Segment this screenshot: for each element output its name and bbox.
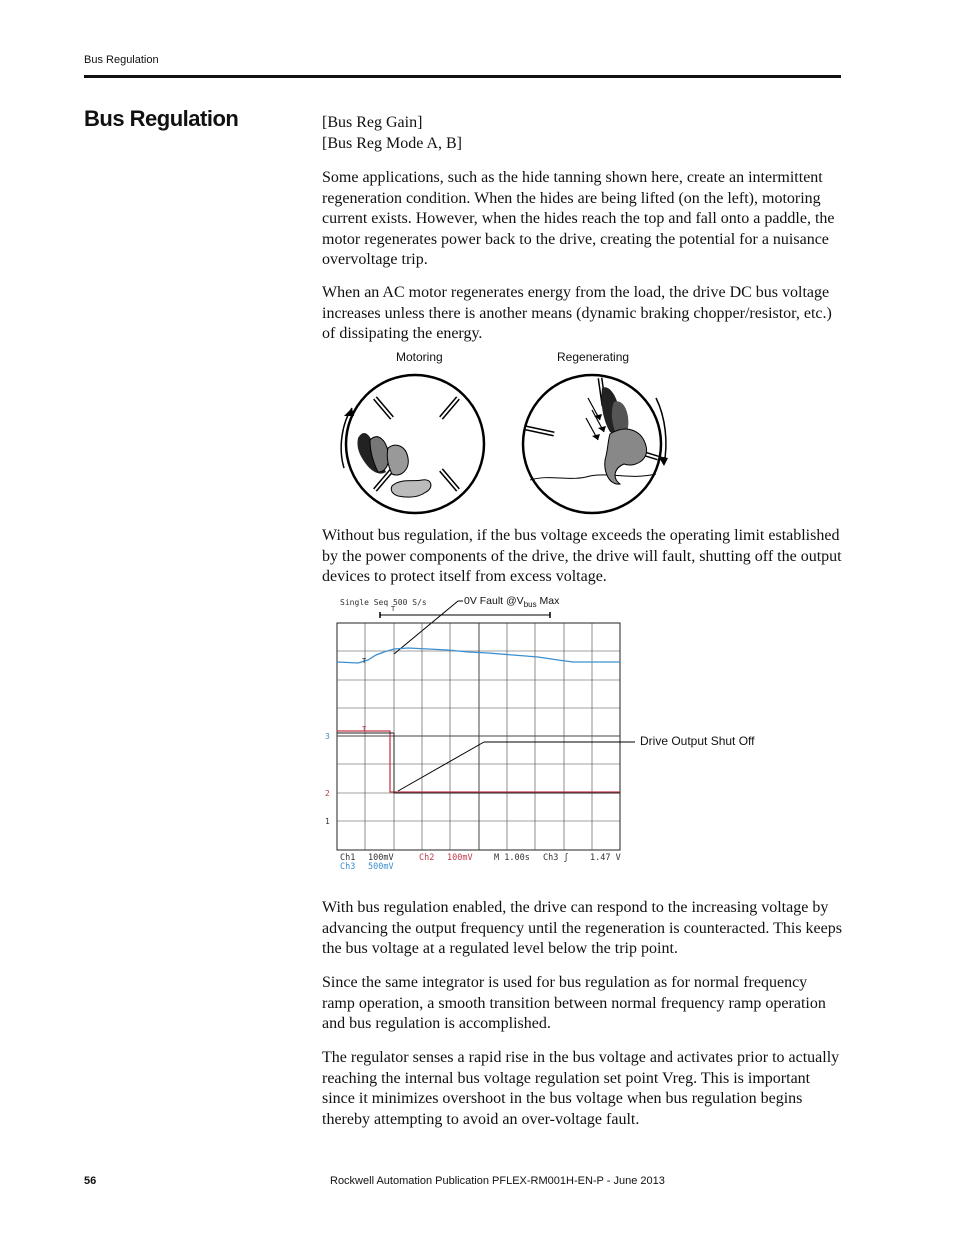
- paragraph-2: When an AC motor regenerates energy from the load, the drive DC bus voltage increases unless there is another means (dynamic braking chopper/resistor, etc.) of dissipating the energy.: [322, 284, 832, 342]
- ch3-label: Ch3: [340, 862, 356, 872]
- publication-info: Rockwell Automation Publication PFLEX-RM001H-EN-P - June 2013: [330, 1175, 665, 1187]
- trigger-channel: Ch3 ʃ: [543, 853, 569, 863]
- tanning-drum-figure: [330, 368, 690, 518]
- paragraph-5: Since the same integrator is used for bus regulation as for normal frequency ramp operation, a smooth transition between normal frequency ramp operation and bus regulation is accomplished.: [322, 974, 826, 1032]
- motoring-label: Motoring: [396, 350, 443, 364]
- svg-text:T: T: [362, 657, 367, 665]
- marker-3: 3: [325, 732, 330, 741]
- header-rule: [84, 75, 841, 78]
- fault-annotation: 0V Fault $@V_{bus}$ Max: [464, 595, 560, 609]
- param-bus-reg-gain: [Bus Reg Gain]: [322, 114, 423, 131]
- paragraph-4: With bus regulation enabled, the drive can respond to the increasing voltage by advancing the output frequency until the regeneration is counteracted. This keeps the bus voltage at a regulated level below the trip point.: [322, 899, 842, 957]
- marker-1: 1: [325, 817, 330, 826]
- scope-header: Single Seq 500 S/s: [340, 598, 427, 607]
- trigger-level: 1.47 V: [590, 853, 621, 863]
- shutoff-annotation: Drive Output Shut Off: [640, 734, 755, 748]
- motoring-drum: [341, 375, 484, 513]
- scope-graticule: [337, 623, 620, 850]
- ch2-scale: 100mV: [447, 853, 473, 863]
- ch2-label: Ch2: [419, 853, 435, 863]
- fault-pointer-line: [394, 601, 458, 654]
- ch3-scale: 500mV: [368, 862, 394, 872]
- shutoff-pointer: [398, 742, 484, 791]
- regenerating-label: Regenerating: [557, 350, 630, 364]
- oscilloscope-figure: [318, 592, 768, 877]
- trigger-marker: T: [391, 605, 396, 613]
- marker-2: 2: [325, 789, 330, 798]
- section-title: Bus Regulation: [84, 106, 239, 131]
- running-header: Bus Regulation: [84, 54, 159, 66]
- parameter-list: [322, 113, 842, 154]
- ch1-scale: 100mV: [368, 853, 394, 863]
- paragraph-6: The regulator senses a rapid rise in the bus voltage and activates prior to actually reaching the internal bus voltage regulation set point Vreg. This is important since it minimizes overshoot in the bus voltage when bus regulation begins thereby attempting to avoid an over-voltage fault.: [322, 1049, 840, 1128]
- page-number: 56: [84, 1175, 97, 1187]
- paragraph-3: Without bus regulation, if the bus voltage exceeds the operating limit established by the power components of the drive, the drive will fault, shutting off the output devices to protect itself from excess voltage.: [322, 527, 842, 585]
- svg-text:T: T: [362, 725, 367, 733]
- ch1-label: Ch1: [340, 853, 356, 863]
- paragraph-1: Some applications, such as the hide tanning shown here, create an intermittent regeneration condition. When the hides are being lifted (on the left), motoring current exists. However, when the hides reach the top and fall onto a paddle, the motor regenerates power back to the drive, creating the potential for a nuisance overvoltage trip.: [322, 169, 835, 268]
- param-bus-reg-mode: [Bus Reg Mode A, B]: [322, 134, 462, 152]
- regenerating-drum: [523, 375, 668, 513]
- timebase: M 1.00s: [494, 853, 530, 863]
